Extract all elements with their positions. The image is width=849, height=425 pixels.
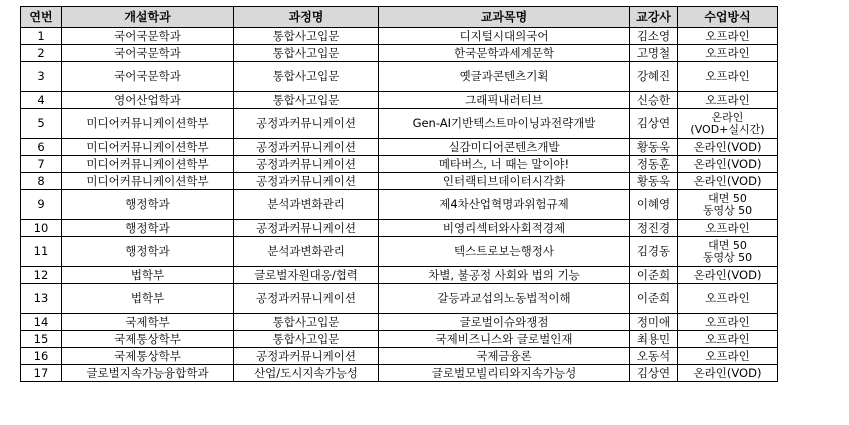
cell-no: 15	[21, 331, 62, 348]
cell-dept: 행정학과	[62, 237, 234, 267]
cell-no: 1	[21, 28, 62, 45]
cell-dept: 행정학과	[62, 220, 234, 237]
table-row	[21, 314, 778, 331]
cell-instructor: 오동석	[630, 348, 678, 365]
cell-dept: 미디어커뮤니케이션학부	[62, 109, 234, 139]
cell-no: 16	[21, 348, 62, 365]
table-body	[21, 28, 778, 382]
cell-course: 분석과변화관리	[234, 237, 379, 267]
cell-instructor: 이준희	[630, 284, 678, 314]
table-row	[21, 237, 778, 267]
cell-subject: 텍스트로보는행정사	[379, 237, 630, 267]
cell-course: 분석과변화관리	[234, 190, 379, 220]
cell-subject: 실감미디어콘텐츠개발	[379, 139, 630, 156]
cell-dept: 국제통상학부	[62, 348, 234, 365]
cell-no: 14	[21, 314, 62, 331]
cell-no: 12	[21, 267, 62, 284]
cell-method: 온라인(VOD)	[678, 156, 778, 173]
table-row	[21, 220, 778, 237]
cell-method: 오프라인	[678, 220, 778, 237]
cell-subject: Gen-AI기반텍스트마이닝과전략개발	[379, 109, 630, 139]
cell-method: 온라인(VOD)	[678, 173, 778, 190]
cell-subject: 국제금융론	[379, 348, 630, 365]
cell-course: 공정과커뮤니케이션	[234, 173, 379, 190]
course-table-wrapper	[20, 6, 778, 382]
cell-method: 오프라인	[678, 62, 778, 92]
cell-dept: 미디어커뮤니케이션학부	[62, 173, 234, 190]
cell-no: 5	[21, 109, 62, 139]
table-row	[21, 62, 778, 92]
table-row	[21, 92, 778, 109]
cell-dept: 법학부	[62, 267, 234, 284]
cell-course: 글로벌자원대응/협력	[234, 267, 379, 284]
cell-course: 공정과커뮤니케이션	[234, 156, 379, 173]
cell-dept: 국제통상학부	[62, 331, 234, 348]
table-row	[21, 267, 778, 284]
cell-method: 오프라인	[678, 28, 778, 45]
cell-no: 6	[21, 139, 62, 156]
cell-no: 8	[21, 173, 62, 190]
cell-no: 7	[21, 156, 62, 173]
cell-method: 대면 50 동영상 50	[678, 190, 778, 220]
table-row	[21, 331, 778, 348]
cell-instructor: 황동욱	[630, 173, 678, 190]
cell-instructor: 고명철	[630, 45, 678, 62]
cell-instructor: 정동훈	[630, 156, 678, 173]
cell-instructor: 정진경	[630, 220, 678, 237]
header-subject: 교과목명	[379, 7, 630, 28]
cell-course: 통합사고입문	[234, 314, 379, 331]
cell-instructor: 신승한	[630, 92, 678, 109]
cell-instructor: 김상연	[630, 365, 678, 382]
cell-instructor: 정미애	[630, 314, 678, 331]
cell-subject: 한국문학과세계문학	[379, 45, 630, 62]
cell-no: 3	[21, 62, 62, 92]
cell-course: 통합사고입문	[234, 62, 379, 92]
cell-dept: 국제학부	[62, 314, 234, 331]
table-row	[21, 365, 778, 382]
cell-instructor: 강혜진	[630, 62, 678, 92]
cell-instructor: 이준희	[630, 267, 678, 284]
cell-subject: 글로벌모빌리티와지속가능성	[379, 365, 630, 382]
cell-no: 11	[21, 237, 62, 267]
cell-method: 온라인(VOD)	[678, 365, 778, 382]
cell-method: 오프라인	[678, 284, 778, 314]
course-table	[20, 6, 778, 382]
cell-method: 온라인(VOD)	[678, 139, 778, 156]
cell-no: 17	[21, 365, 62, 382]
cell-no: 2	[21, 45, 62, 62]
cell-method: 대면 50 동영상 50	[678, 237, 778, 267]
cell-course: 공정과커뮤니케이션	[234, 109, 379, 139]
table-header-row	[21, 7, 778, 28]
cell-subject: 메타버스, 너 때는 말이야!	[379, 156, 630, 173]
cell-subject: 그래픽내러티브	[379, 92, 630, 109]
cell-subject: 글로벌이슈와쟁점	[379, 314, 630, 331]
header-dept: 개설학과	[62, 7, 234, 28]
cell-subject: 비영리섹터와사회적경제	[379, 220, 630, 237]
cell-no: 4	[21, 92, 62, 109]
cell-instructor: 김경동	[630, 237, 678, 267]
cell-course: 공정과커뮤니케이션	[234, 139, 379, 156]
cell-instructor: 김상연	[630, 109, 678, 139]
cell-course: 산업/도시지속가능성	[234, 365, 379, 382]
cell-course: 통합사고입문	[234, 331, 379, 348]
cell-method: 오프라인	[678, 348, 778, 365]
cell-dept: 국어국문학과	[62, 45, 234, 62]
cell-course: 통합사고입문	[234, 45, 379, 62]
header-course: 과정명	[234, 7, 379, 28]
cell-dept: 영어산업학과	[62, 92, 234, 109]
cell-dept: 국어국문학과	[62, 62, 234, 92]
table-row	[21, 173, 778, 190]
cell-course: 공정과커뮤니케이션	[234, 284, 379, 314]
cell-dept: 미디어커뮤니케이션학부	[62, 156, 234, 173]
header-no: 연번	[21, 7, 62, 28]
cell-dept: 국어국문학과	[62, 28, 234, 45]
cell-subject: 차별, 불공정 사회와 법의 기능	[379, 267, 630, 284]
table-row	[21, 45, 778, 62]
cell-method: 오프라인	[678, 45, 778, 62]
cell-dept: 법학부	[62, 284, 234, 314]
cell-subject: 제4차산업혁명과위험규제	[379, 190, 630, 220]
cell-dept: 미디어커뮤니케이션학부	[62, 139, 234, 156]
table-row	[21, 348, 778, 365]
cell-subject: 옛글과콘텐츠기획	[379, 62, 630, 92]
cell-method: 오프라인	[678, 314, 778, 331]
table-row	[21, 139, 778, 156]
cell-dept: 행정학과	[62, 190, 234, 220]
table-row	[21, 284, 778, 314]
cell-instructor: 황동욱	[630, 139, 678, 156]
cell-method: 온라인(VOD)	[678, 267, 778, 284]
cell-course: 통합사고입문	[234, 92, 379, 109]
cell-course: 공정과커뮤니케이션	[234, 348, 379, 365]
cell-instructor: 이혜영	[630, 190, 678, 220]
table-row	[21, 156, 778, 173]
cell-instructor: 김소영	[630, 28, 678, 45]
table-row	[21, 28, 778, 45]
cell-course: 통합사고입문	[234, 28, 379, 45]
header-method: 수업방식	[678, 7, 778, 28]
header-instructor: 교강사	[630, 7, 678, 28]
cell-no: 13	[21, 284, 62, 314]
cell-no: 10	[21, 220, 62, 237]
cell-dept: 글로벌지속가능융합학과	[62, 365, 234, 382]
cell-method: 온라인 (VOD+실시간)	[678, 109, 778, 139]
cell-no: 9	[21, 190, 62, 220]
cell-subject: 국제비즈니스와 글로벌인재	[379, 331, 630, 348]
cell-course: 공정과커뮤니케이션	[234, 220, 379, 237]
cell-instructor: 최용민	[630, 331, 678, 348]
cell-subject: 디지털시대의국어	[379, 28, 630, 45]
cell-method: 오프라인	[678, 92, 778, 109]
cell-subject: 갈등과교섭의노동법적이해	[379, 284, 630, 314]
table-row	[21, 190, 778, 220]
cell-method: 오프라인	[678, 331, 778, 348]
cell-subject: 인터랙티브데이터시각화	[379, 173, 630, 190]
table-row	[21, 109, 778, 139]
